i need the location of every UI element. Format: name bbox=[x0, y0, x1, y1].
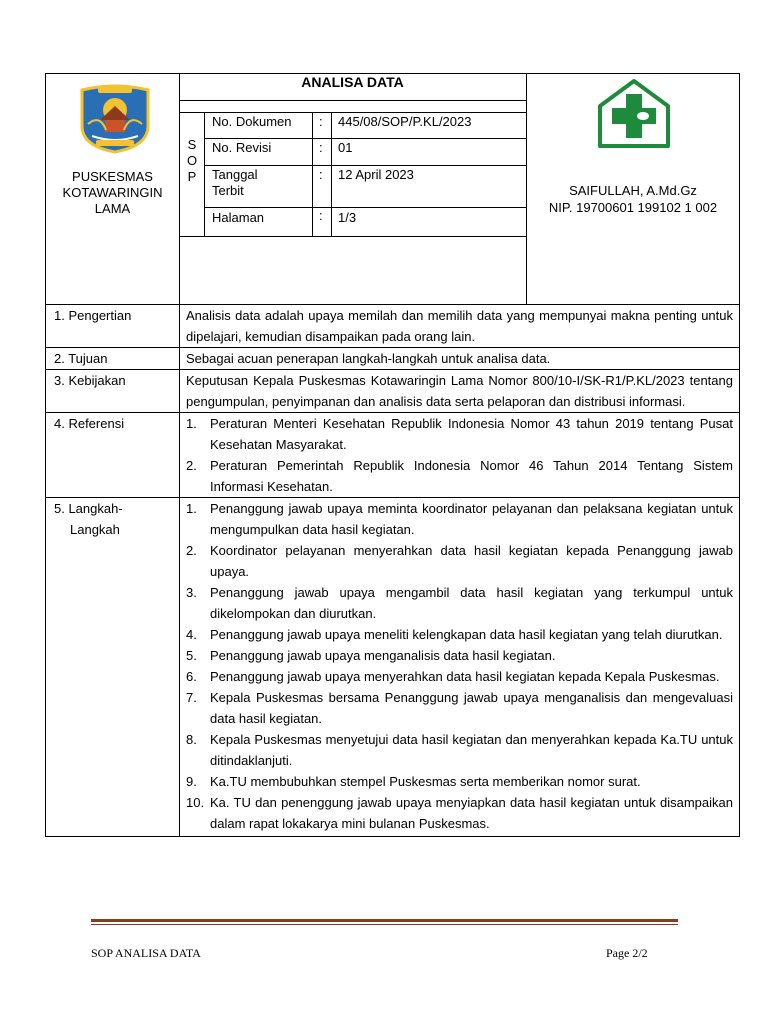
field-label: Terbit bbox=[212, 183, 244, 198]
section-text: Analisis data adalah upaya memilah dan memilih data yang mempunyai makna penting untuk dipelajari, kemudian disampaikan pada orang lain. bbox=[186, 308, 733, 344]
field-sep: : bbox=[319, 140, 323, 155]
list-item-text: Penanggung jawab upaya mengambil data hasil kegiatan yang terkumpul untuk dikelompokan dan diurutkan. bbox=[210, 585, 733, 621]
list-item bbox=[186, 792, 733, 834]
divider bbox=[204, 207, 526, 208]
org-name-line1: PUSKESMAS bbox=[72, 169, 153, 184]
section-text: Sebagai acuan penerapan langkah-langkah untuk analisa data. bbox=[186, 351, 551, 366]
divider bbox=[204, 165, 526, 166]
list-item bbox=[186, 498, 733, 540]
field-value: 12 April 2023 bbox=[338, 167, 414, 182]
sop-letter: O bbox=[186, 153, 198, 168]
section-label: 3. Kebijakan bbox=[46, 370, 180, 412]
list-item-text: Peraturan Pemerintah Republik Indonesia Nomor 46 Tahun 2014 Tentang Sistem Informasi Kesehatan. bbox=[210, 458, 733, 494]
field-sep: : bbox=[319, 167, 323, 182]
content-table bbox=[45, 304, 740, 837]
list-item-number: 8. bbox=[186, 732, 197, 747]
list-item-text: Penanggung jawab upaya menyerahkan data hasil kegiatan kepada Kepala Puskesmas. bbox=[210, 669, 720, 684]
signer-name: SAIFULLAH, A.Md.Gz bbox=[569, 183, 697, 198]
puskesmas-logo-icon bbox=[596, 78, 672, 150]
list-item bbox=[186, 687, 733, 729]
section-referensi bbox=[46, 412, 739, 497]
field-label: Halaman bbox=[212, 210, 265, 225]
field-label: No. Revisi bbox=[212, 140, 272, 155]
signer-nip: NIP. 19700601 199102 1 002 bbox=[548, 200, 718, 215]
section-label: 4. Referensi bbox=[46, 413, 180, 497]
list-item bbox=[186, 540, 733, 582]
section-label: 2. Tujuan bbox=[46, 348, 180, 369]
list-item bbox=[186, 455, 733, 497]
list-item bbox=[186, 645, 733, 666]
org-name-line2: KOTAWARINGIN bbox=[62, 185, 163, 200]
footer-rule bbox=[91, 924, 678, 925]
section-list bbox=[180, 413, 739, 497]
field-sep: : bbox=[319, 208, 323, 223]
footer-page-number: Page 2/2 bbox=[606, 946, 648, 960]
sop-letter: P bbox=[187, 169, 197, 184]
list-item-number: 1. bbox=[186, 416, 197, 431]
field-value: 1/3 bbox=[338, 210, 357, 225]
list-item-text: Penanggung jawab upaya meminta koordinator pelayanan dan pelaksana kegiatan untuk mengumpulkan data hasil kegiatan. bbox=[210, 501, 733, 537]
section-list bbox=[180, 498, 739, 836]
field-value: 01 bbox=[338, 140, 353, 155]
section-tujuan bbox=[46, 347, 739, 369]
list-item-number: 2. bbox=[186, 458, 197, 473]
document-title: ANALISA DATA bbox=[301, 74, 404, 90]
list-item-number: 7. bbox=[186, 690, 197, 705]
list-item bbox=[186, 771, 733, 792]
divider bbox=[312, 112, 313, 237]
list-item bbox=[186, 624, 733, 645]
divider bbox=[204, 138, 526, 139]
list-item-number: 4. bbox=[186, 627, 197, 642]
divider bbox=[179, 73, 180, 305]
divider bbox=[179, 112, 526, 113]
section-pengertian bbox=[46, 304, 739, 347]
list-item-text: Peraturan Menteri Kesehatan Republik Indonesia Nomor 43 tahun 2019 tentang Pusat Kesehatan Masyarakat. bbox=[210, 416, 733, 452]
field-label: No. Dokumen bbox=[212, 114, 292, 129]
section-label: 5. Langkah- Langkah bbox=[46, 498, 180, 836]
list-item-text: Penanggung jawab upaya menganalisis data hasil kegiatan. bbox=[210, 648, 556, 663]
section-langkah bbox=[46, 497, 739, 836]
field-label: Tanggal bbox=[212, 167, 258, 182]
list-item-number: 6. bbox=[186, 669, 197, 684]
list-item-text: Kepala Puskesmas menyetujui data hasil kegiatan dan menyerahkan kepada Ka.TU untuk ditindaklanjuti. bbox=[210, 732, 733, 768]
list-item-text: Ka.TU membubuhkan stempel Puskesmas serta memberikan nomor surat. bbox=[210, 774, 641, 789]
divider bbox=[179, 100, 526, 101]
list-item-number: 9. bbox=[186, 774, 197, 789]
org-name-line3: LAMA bbox=[94, 201, 131, 216]
section-label: 1. Pengertian bbox=[46, 305, 180, 347]
list-item-text: Ka. TU dan penenggung jawab upaya menyiapkan data hasil kegiatan untuk disampaikan dalam rapat lokakarya mini bulanan Puskesmas. bbox=[210, 795, 733, 831]
list-item bbox=[186, 413, 733, 455]
list-item-number: 5. bbox=[186, 648, 197, 663]
list-item-number: 1. bbox=[186, 501, 197, 516]
sop-letter: S bbox=[187, 137, 197, 152]
footer-doc-title: SOP ANALISA DATA bbox=[91, 946, 201, 960]
list-item-text: Koordinator pelayanan menyerahkan data hasil kegiatan kepada Penanggung jawab upaya. bbox=[210, 543, 733, 579]
list-item-number: 10. bbox=[186, 795, 205, 810]
field-sep: : bbox=[319, 114, 323, 129]
field-value: 445/08/SOP/P.KL/2023 bbox=[338, 114, 472, 129]
footer-rule bbox=[91, 919, 678, 922]
list-item bbox=[186, 582, 733, 624]
divider bbox=[179, 236, 526, 237]
list-item-number: 2. bbox=[186, 543, 197, 558]
list-item-text: Kepala Puskesmas bersama Penanggung jawab upaya menganalisis dan mengevaluasi data hasil kegiatan. bbox=[210, 690, 733, 726]
divider bbox=[331, 112, 332, 237]
section-kebijakan bbox=[46, 369, 739, 412]
list-item-number: 3. bbox=[186, 585, 197, 600]
list-item-text: Penanggung jawab upaya meneliti kelengkapan data hasil kegiatan yang telah diurutkan. bbox=[210, 627, 723, 642]
section-text: Keputusan Kepala Puskesmas Kotawaringin Lama Nomor 800/10-I/SK-R1/P.KL/2023 tentang pengumpulan, penyimpanan dan analisis data serta pelaporan dan distribusi informasi. bbox=[186, 373, 733, 409]
regional-emblem-icon bbox=[76, 84, 154, 154]
list-item bbox=[186, 666, 733, 687]
list-item bbox=[186, 729, 733, 771]
divider bbox=[204, 112, 205, 237]
